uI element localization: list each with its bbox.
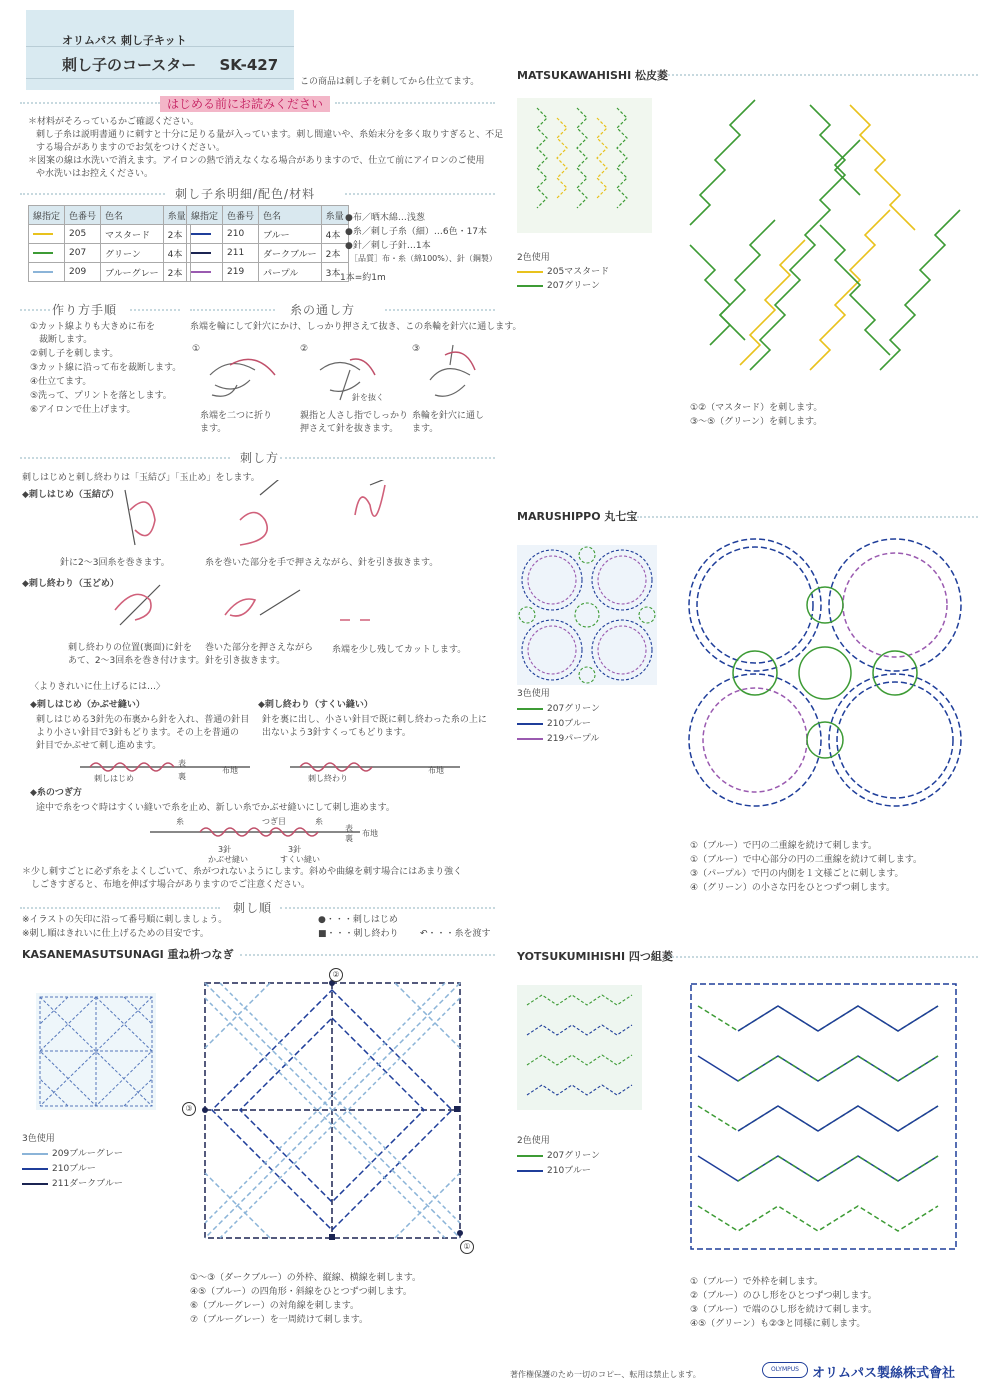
yotsukumi-step: ②（ブルー）のひし形をひとつずつ刺します。	[690, 1291, 877, 1301]
label-sukui: すくい縫い	[280, 855, 320, 864]
table-row: 219 パープル 3本	[187, 263, 349, 282]
label-3hari: 3針	[218, 845, 232, 854]
label-ura: 裏	[345, 834, 353, 843]
howto-step: ①カット線よりも大きめに布を	[30, 322, 155, 332]
before-start-line: する場合がありますのでお気をつけください。	[36, 143, 226, 153]
threading-caption: 糸輪を針穴に通し	[412, 411, 485, 421]
yotsukumi-diagram	[688, 976, 973, 1256]
before-start-line: や水洗いはお控えください。	[36, 169, 154, 179]
title-box	[26, 10, 294, 90]
marushippo-step: ①（ブルー）で円の二重線を続けて刺します。	[690, 841, 877, 851]
yotsukumi-colors-label: 2色使用	[517, 1136, 550, 1146]
kasane-step: ④⑤（ブルー）の四角形・斜線をひとつずつ刺します。	[190, 1287, 412, 1297]
marushippo-colors-label: 3色使用	[517, 689, 550, 699]
step-marker: ②	[329, 968, 343, 982]
step-num: ③	[412, 344, 421, 354]
kasane-title: KASANEMASUTSUNAGI 重ね枡つなぎ	[22, 948, 234, 961]
matsukawa-title: MATSUKAWAHISHI 松皮菱	[517, 69, 669, 82]
end-caption: あて、2～3回糸を巻き付けます。	[68, 656, 205, 666]
col-header: 色名	[101, 206, 164, 225]
thread-table-left	[28, 205, 191, 282]
table-row: 211 ダークブルー 2本	[187, 244, 349, 263]
marushippo-step: ①（ブルー）で中心部分の円の二重線を続けて刺します。	[690, 855, 922, 865]
howto-step: ④仕立てます。	[30, 377, 92, 387]
marushippo-title: MARUSHIPPO 丸七宝	[517, 510, 638, 523]
marushippo-diagram	[680, 535, 970, 810]
tip-start-text: 針目でかぶせて刺し進めます。	[36, 741, 162, 751]
matsukawa-colors-label: 2色使用	[517, 253, 550, 263]
order-note: ※イラストの矢印に沿って番号順に刺しましょう。	[22, 915, 228, 925]
product-title	[62, 54, 278, 75]
label-sashiowari: 刺し終わり	[308, 774, 348, 783]
step-num: ①	[192, 344, 201, 354]
end-caption: 巻いた部分を押さえながら	[205, 643, 314, 653]
kasane-thumbnail	[36, 993, 156, 1110]
table-row: 209 ブルーグレー 2本	[29, 263, 191, 282]
label-omote: 表	[345, 824, 353, 833]
label-sashihajime: 刺しはじめ	[94, 774, 134, 783]
marushippo-step: ④（グリーン）の小さな円をひとつずつ刺します。	[690, 883, 895, 893]
threading-caption: ます。	[200, 424, 227, 434]
marushippo-step: ③（パープル）で円の内側を１文様ごとに刺します。	[690, 869, 904, 879]
matsukawa-thumbnail	[517, 98, 652, 233]
step-num: ②	[300, 344, 309, 354]
intro-text: この商品は刺し子を刺してから仕立てます。	[300, 77, 480, 87]
label-kabuse: かぶせ縫い	[208, 855, 248, 864]
howto-step: ⑤洗って、プリントを落とします。	[30, 391, 172, 401]
end-knot-label: ◆刺し終わり（玉どめ）	[22, 579, 119, 589]
col-header: 線指定	[29, 206, 65, 225]
label-fabric: 布地	[222, 766, 238, 775]
threading-caption: 糸端を二つに折り	[200, 411, 273, 421]
end-caption: 刺し終わりの位置(裏面)に針を	[68, 643, 193, 653]
step-marker: ③	[182, 1102, 196, 1116]
legend-jump: ↶・・・糸を渡す	[420, 929, 491, 939]
thread-note: 1本=約1m	[340, 273, 386, 283]
table-row: 207 グリーン 4本	[29, 244, 191, 263]
stitching-title: 刺し方	[240, 451, 280, 465]
company-logo: OLYMPUS	[762, 1362, 808, 1378]
start-knot-label: ◆刺しはじめ（玉結び）	[22, 490, 119, 500]
tip-end-text: 針を裏に出し、小さい針目で既に刺し終わった糸の上に	[262, 715, 487, 725]
material-quality: ［品質］布・糸（綿100%）、針（鋼製）	[350, 254, 497, 263]
start-knot-illustration	[110, 480, 410, 550]
thread-table-title: 刺し子糸明細/配色/材料	[175, 187, 316, 201]
table-row: 210 ブルー 4本	[187, 225, 349, 244]
howto-step: 裁断します。	[30, 335, 93, 345]
legend-start: ●・・・刺しはじめ	[318, 915, 398, 925]
matsukawa-step: ①②（マスタード）を刺します。	[690, 403, 823, 413]
material-line: ●布／晒木綿…浅葱	[345, 213, 425, 223]
thread-table-right: 線指定 色番号 色名 糸量 210 ブルー 4本 211 ダークブルー 2本 219 パープル 3本	[186, 205, 349, 282]
howto-step: ⑥アイロンで仕上げます。	[30, 405, 136, 415]
tip-start-label: ◆刺しはじめ（かぶせ縫い）	[30, 700, 145, 710]
stitch-diagram-1	[80, 752, 460, 788]
end-caption: 糸端を少し残してカットします。	[332, 645, 467, 655]
joining-text: 途中で糸をつぐ時はすくい縫いで糸を止め、新しい糸でかぶせ縫いにして刺し進めます。	[36, 803, 395, 813]
tip-start-text: 刺しはじめる3針先の布裏から針を入れ、普通の針目	[36, 715, 250, 725]
table-row: 205 マスタード 2本	[29, 225, 191, 244]
legend-item: 211ダークブルー	[22, 1178, 123, 1191]
yotsukumi-title: YOTSUKUMIHISHI 四つ組菱	[517, 950, 673, 963]
order-note: ※刺し順はきれいに仕上げるための目安です。	[22, 929, 209, 939]
label-tsugime: つぎ目	[262, 817, 286, 826]
stitching-intro: 刺しはじめと刺し終わりは「玉結び」「玉止め」をします。	[22, 473, 260, 483]
howto-step: ③カット線に沿って布を裁断します。	[30, 363, 182, 373]
col-header: 糸量	[163, 206, 190, 225]
label-ito: 糸	[315, 817, 323, 826]
step-marker: ①	[460, 1240, 474, 1254]
col-header: 色番号	[65, 206, 101, 225]
stitching-note: しごきすぎると、布地を伸ばす場合がありますのでご注意ください。	[22, 880, 311, 890]
before-start-title: はじめる前にお読みください	[160, 96, 330, 112]
howto-title: 作り方手順	[52, 303, 118, 317]
label-3hari: 3針	[288, 845, 302, 854]
threading-caption: 押さえて針を抜きます。	[300, 424, 399, 434]
product-code: SK-427	[219, 56, 279, 74]
legend-end: ■・・・刺し終わり	[318, 929, 399, 939]
tip-end-text: 出ないよう3針すくってもどります。	[262, 728, 411, 738]
title-divider	[26, 78, 294, 79]
label-fabric: 布地	[428, 766, 444, 775]
kasane-step: ⑥（ブルーグレー）の対角線を刺します。	[190, 1301, 359, 1311]
before-start-line: ＊図案の線は水洗いで消えます。アイロンの熱で消えなくなる場合がありますので、仕立て前にアイロンのご使用	[28, 156, 485, 166]
kit-label: オリムパス 刺し子キット	[62, 34, 187, 47]
legend-item: 210ブルー	[22, 1163, 96, 1176]
copyright: 著作権保護のため一切のコピー、転用は禁止します。	[510, 1370, 701, 1379]
label-ito: 糸	[176, 817, 184, 826]
pull-needle-label: 針を抜く	[352, 393, 384, 402]
matsukawa-step: ③～⑤（グリーン）を刺します。	[690, 417, 823, 427]
label-omote: 表	[178, 759, 186, 768]
start-caption: 糸を巻いた部分を手で押さえながら、針を引き抜きます。	[205, 558, 439, 568]
before-start-line: ＊材料がそろっているかご確認ください。	[28, 117, 200, 127]
yotsukumi-thumbnail	[517, 985, 642, 1110]
threading-title: 糸の通し方	[290, 303, 356, 317]
end-knot-illustration	[110, 575, 410, 635]
order-title: 刺し順	[233, 901, 273, 915]
label-ura: 裏	[178, 772, 186, 781]
legend-item: 209ブルーグレー	[22, 1148, 123, 1161]
yotsukumi-step: ①（ブルー）で外枠を刺します。	[690, 1277, 823, 1287]
yotsukumi-step: ③（ブルー）で端のひし形を続けて刺します。	[690, 1305, 877, 1315]
jump-icon: ↶	[420, 929, 428, 939]
company-name: オリムパス製絲株式會社	[812, 1366, 956, 1381]
tip-end-label: ◆刺し終わり（すくい縫い）	[258, 700, 373, 710]
threading-illustration	[200, 340, 490, 410]
joining-label: ◆糸のつぎ方	[30, 788, 82, 798]
threading-caption: 親指と人さし指でしっかり	[300, 411, 409, 421]
kasane-step: ①～③（ダークブルー）の外枠、縦線、横線を刺します。	[190, 1273, 422, 1283]
threading-intro: 糸端を輪にして針穴にかけ、しっかり押さえて抜き、この糸輪を針穴に通します。	[190, 322, 522, 332]
material-line: ●針／刺し子針…1本	[345, 241, 431, 251]
start-caption: 針に2～3回糸を巻きます。	[60, 558, 170, 568]
threading-caption: ます。	[412, 424, 439, 434]
marushippo-thumbnail	[517, 545, 657, 685]
kasane-colors-label: 3色使用	[22, 1134, 55, 1144]
kasane-diagram	[190, 968, 480, 1258]
kasane-step: ⑦（ブルーグレー）を一周続けて刺します。	[190, 1315, 368, 1325]
label-fabric: 布地	[362, 829, 378, 838]
howto-step: ②刺し子を刺します。	[30, 349, 119, 359]
product-name: 刺し子のコースター	[62, 56, 197, 74]
stitching-note: ＊少し刺すごとに必ず糸をよくしごいて、糸がつれないようにします。斜めや曲線を刺す場合にはあまり強く	[22, 867, 463, 877]
tip-start-text: より小さい針目で3針もどります。その上を普通の	[36, 728, 240, 738]
yotsukumi-step: ④⑤（グリーン）も②③と同様に刺します。	[690, 1319, 866, 1329]
end-caption: 針を引き抜きます。	[205, 656, 286, 666]
before-start-line: 刺し子糸は説明書通りに刺すと十分に足りる量が入っています。刺し間違いや、糸始末分を多く取りすぎると、不足	[36, 130, 504, 140]
tips-title: 〈よりきれいに仕上げるには…〉	[30, 682, 166, 692]
material-line: ●糸／刺し子糸（細）…6色・17本	[345, 227, 488, 237]
matsukawa-diagram	[680, 95, 980, 385]
